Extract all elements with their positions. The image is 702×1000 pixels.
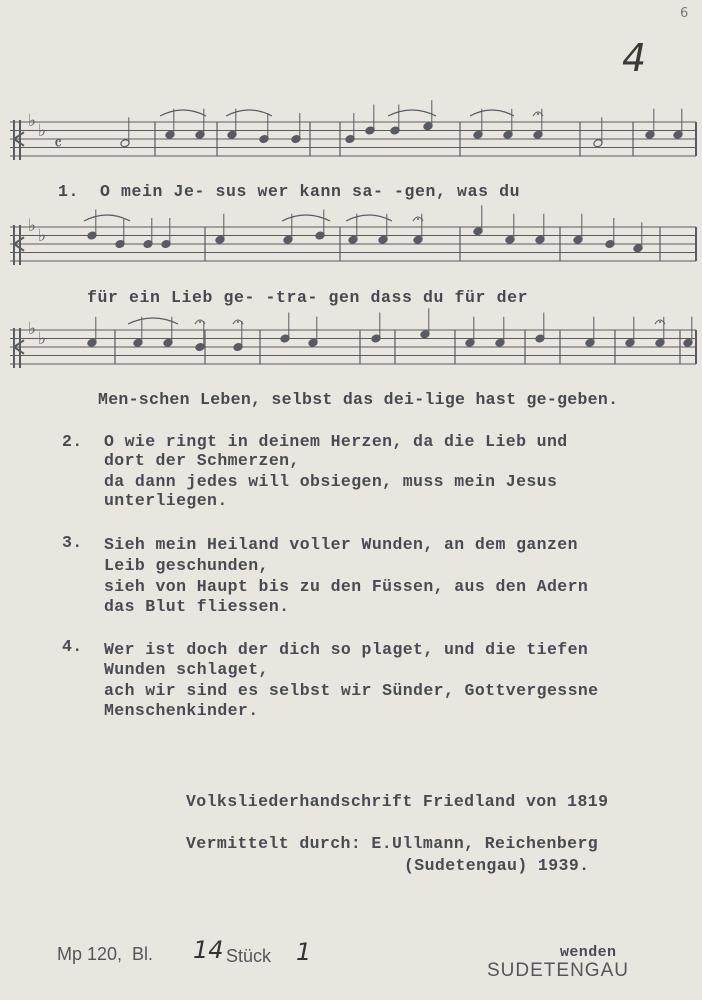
slur bbox=[282, 215, 330, 221]
turn-page-note: wenden bbox=[560, 944, 617, 961]
fermata-dot bbox=[237, 321, 239, 323]
slur bbox=[128, 318, 178, 324]
verse-4-line-1: Wer ist doch der dich so plaget, und die tiefen bbox=[104, 640, 589, 659]
key-flat: ♭ bbox=[38, 329, 47, 349]
mediated-by-line-2: (Sudetengau) 1939. bbox=[404, 856, 590, 875]
verse-2-line-4: unterliegen. bbox=[104, 491, 228, 510]
fermata-dot bbox=[659, 321, 661, 323]
verse-3-line-3: sieh von Haupt bis zu den Füssen, aus den Adern bbox=[104, 577, 589, 596]
slur bbox=[388, 110, 436, 116]
verse-4-line-3: ach wir sind es selbst wir Sünder, Gottvergessne bbox=[104, 681, 599, 700]
lyric-line-3: Men-schen Leben, selbst das dei-lige hast ge-geben. bbox=[98, 390, 619, 409]
verse-3-line-1: Sieh mein Heiland voller Wunden, an dem ganzen bbox=[104, 535, 578, 554]
clef-mark bbox=[14, 328, 24, 368]
source-note: Volksliederhandschrift Friedland von 1819 bbox=[186, 792, 609, 811]
music-staff-3 bbox=[0, 308, 702, 388]
slur bbox=[470, 110, 514, 116]
music-staff-1 bbox=[0, 100, 702, 180]
slur bbox=[346, 215, 392, 221]
slur bbox=[84, 215, 130, 221]
piece-handwritten: 1 bbox=[296, 938, 312, 966]
clef-mark bbox=[14, 120, 24, 160]
verse-number-3: 3. bbox=[62, 533, 83, 552]
verse-number-4: 4. bbox=[62, 637, 83, 656]
key-flat: ♭ bbox=[28, 319, 37, 339]
key-flat: ♭ bbox=[38, 121, 47, 141]
verse-4-line-2: Wunden schlaget, bbox=[104, 660, 269, 679]
verse-3-line-4: das Blut fliessen. bbox=[104, 597, 290, 616]
fermata-dot bbox=[199, 321, 201, 323]
verse-2-line-3: da dann jedes will obsiegen, muss mein Jesus bbox=[104, 472, 558, 491]
shelfmark: Mp 120, Bl. bbox=[57, 944, 154, 964]
verse-2-line-2: dort der Schmerzen, bbox=[104, 451, 300, 470]
time-signature: 𝄴 bbox=[54, 133, 63, 155]
verse-number-2: 2. bbox=[62, 432, 83, 451]
music-staff-2 bbox=[0, 205, 702, 285]
sudetengau-stamp: SUDETENGAU bbox=[487, 960, 629, 981]
slur bbox=[160, 110, 206, 116]
page-corner-number: 6 bbox=[680, 6, 689, 21]
folio-handwritten: 14 bbox=[193, 936, 224, 964]
key-flat: ♭ bbox=[28, 111, 37, 131]
mediated-by-line-1: Vermittelt durch: E.Ullmann, Reichenberg bbox=[186, 834, 599, 853]
slur bbox=[226, 110, 272, 116]
fermata-dot bbox=[537, 113, 539, 115]
key-flat: ♭ bbox=[38, 226, 47, 246]
verse-2-line-1: O wie ringt in deinem Herzen, da die Lieb und bbox=[104, 432, 568, 451]
clef-mark bbox=[14, 225, 24, 265]
lyric-line-2: für ein Lieb ge- -tra- gen dass du für der bbox=[87, 288, 529, 307]
key-flat: ♭ bbox=[28, 216, 37, 236]
lyric-line-1: 1. O mein Je- sus wer kann sa- -gen, was du bbox=[58, 182, 521, 201]
handwritten-page-number: 4 bbox=[622, 36, 647, 80]
fermata-dot bbox=[417, 218, 419, 220]
verse-3-line-2: Leib geschunden, bbox=[104, 556, 269, 575]
verse-4-line-4: Menschenkinder. bbox=[104, 701, 259, 720]
piece-label: Stück bbox=[226, 946, 272, 966]
